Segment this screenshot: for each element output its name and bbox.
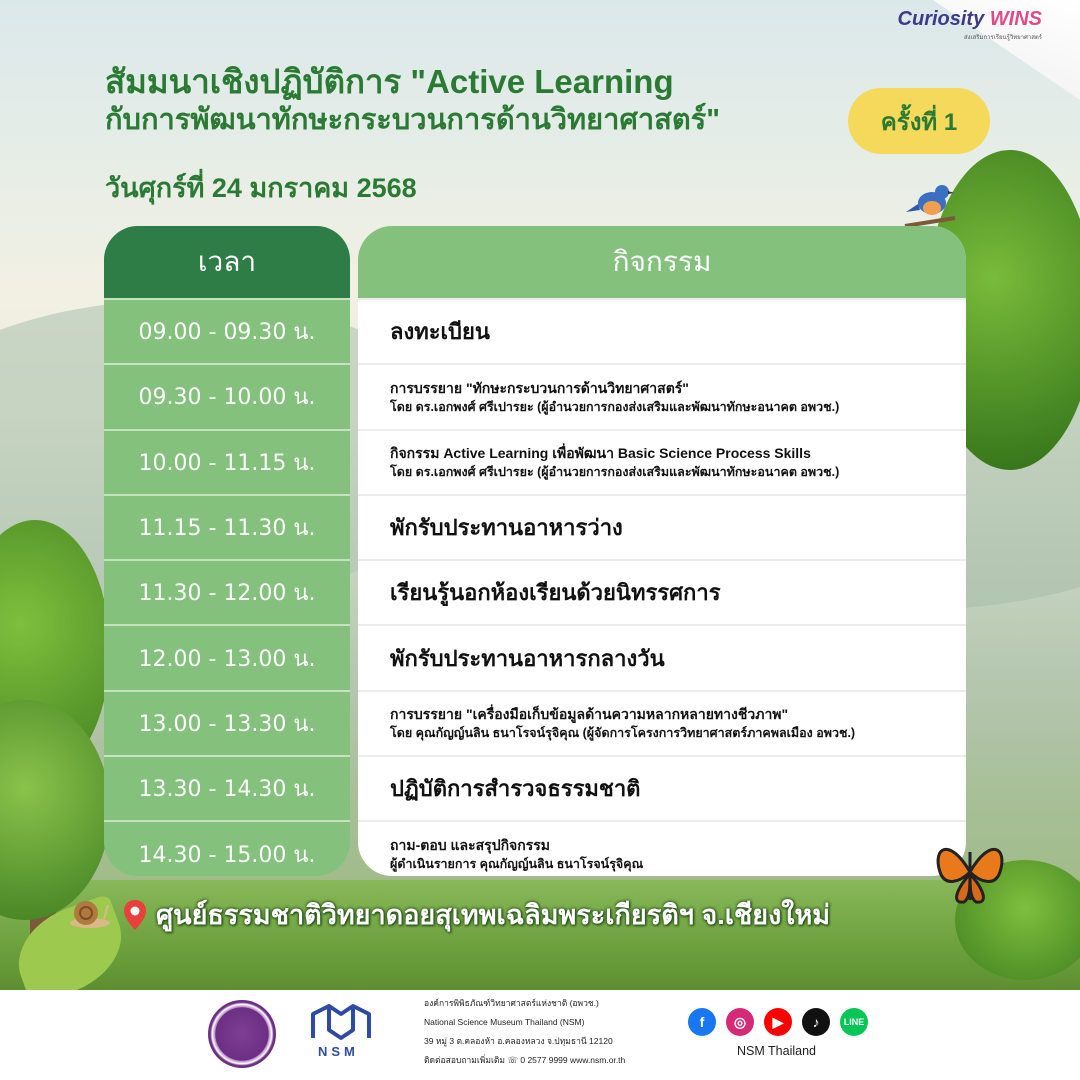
snail-icon — [62, 893, 112, 929]
facebook-icon[interactable]: f — [688, 1008, 716, 1036]
activity-title: พักรับประทานอาหารว่าง — [390, 515, 623, 541]
nsm-logo — [305, 1000, 377, 1070]
brand-name-suffix: WINS — [989, 8, 1042, 30]
activity-cell — [358, 298, 966, 363]
social-icons — [688, 1008, 868, 1036]
activity-description: การบรรยาย "ทักษะกระบวนการด้านวิทยาศาสตร์" — [390, 379, 689, 396]
activity-title: ลงทะเบียน — [390, 319, 490, 345]
brand-name-prefix: Curiosity — [897, 8, 990, 30]
time-header: เวลา — [104, 226, 350, 298]
activity-description: ถาม-ตอบ และสรุปกิจกรรม — [390, 837, 551, 854]
time-cell: 13.00 - 13.30 น. — [104, 690, 350, 755]
activity-speaker: ผู้ดำเนินรายการ คุณกัญญ์นลิน ธนาโรจน์รุจิคุณ — [390, 857, 644, 872]
activity-cell — [358, 690, 966, 755]
activity-speaker: โดย ดร.เอกพงศ์ ศรีเปารยะ (ผู้อำนวยการกองส่งเสริมและพัฒนาทักษะอนาคต อพวช.) — [390, 399, 840, 414]
location-text: ศูนย์ธรรมชาติวิทยาดอยสุเทพเฉลิมพระเกียรติฯ จ.เชียงใหม่ — [156, 900, 831, 930]
page-title — [105, 62, 865, 138]
time-cell: 11.30 - 12.00 น. — [104, 559, 350, 624]
organization-info — [424, 994, 625, 1070]
time-cell: 14.30 - 15.00 น. — [104, 820, 350, 876]
nsm-logo-text: NSM — [318, 1044, 359, 1059]
activity-title: เรียนรู้นอกห้องเรียนด้วยนิทรรศการ — [390, 580, 721, 606]
activity-speaker: โดย คุณกัญญ์นลิน ธนาโรจน์รุจิคุณ (ผู้จัดการโครงการวิทยาศาสตร์ภาคพลเมือง อพวช.) — [390, 726, 856, 741]
activity-cell — [358, 820, 966, 876]
session-badge: ครั้งที่ 1 — [848, 88, 990, 154]
map-pin-icon — [122, 898, 148, 932]
activity-description: กิจกรรม Active Learning เพื่อพัฒนา Basic Science Process Skills — [390, 445, 811, 462]
activity-title: พักรับประทานอาหารกลางวัน — [390, 645, 665, 671]
time-cell: 09.30 - 10.00 น. — [104, 363, 350, 428]
bird-icon — [900, 178, 960, 233]
org-name-th: องค์การพิพิธภัณฑ์วิทยาศาสตร์แห่งชาติ (อพวช.) — [424, 998, 599, 1008]
activity-speaker: โดย ดร.เอกพงศ์ ศรีเปารยะ (ผู้อำนวยการกองส่งเสริมและพัฒนาทักษะอนาคต อพวช.) — [390, 465, 840, 480]
activity-cell — [358, 559, 966, 624]
activity-cell — [358, 624, 966, 689]
activity-description: การบรรยาย "เครื่องมือเก็บข้อมูลด้านความหลากหลายทางชีวภาพ" — [390, 706, 789, 723]
activity-cell — [358, 429, 966, 494]
title-line-2: กับการพัฒนาทักษะกระบวนการด้านวิทยาศาสตร์" — [105, 104, 720, 136]
line-icon[interactable]: LINE — [840, 1008, 868, 1036]
butterfly-icon — [930, 832, 1010, 912]
org-name-en: National Science Museum Thailand (NSM) — [424, 1017, 585, 1027]
youtube-icon[interactable]: ▶ — [764, 1008, 792, 1036]
activity-column — [358, 226, 966, 876]
social-label: NSM Thailand — [737, 1044, 816, 1058]
title-line-1: สัมมนาเชิงปฏิบัติการ "Active Learning — [105, 63, 674, 100]
org-contact: ติดต่อสอบถามเพิ่มเติม ☏ 0 2577 9999 www.nsm.or.th — [424, 1055, 626, 1065]
time-cell: 11.15 - 11.30 น. — [104, 494, 350, 559]
nsm-seal-logo — [208, 1000, 276, 1068]
location — [122, 893, 830, 936]
curiosity-wins-logo — [892, 8, 1042, 42]
brand-subtitle: ส่งเสริมการเรียนรู้วิทยาศาสตร์ — [964, 34, 1042, 41]
time-column — [104, 226, 350, 876]
event-date: วันศุกร์ที่ 24 มกราคม 2568 — [105, 173, 417, 203]
activity-title: ปฏิบัติการสำรวจธรรมชาติ — [390, 776, 641, 802]
org-address: 39 หมู่ 3 ต.คลองห้า อ.คลองหลวง จ.ปทุมธานี 12120 — [424, 1036, 613, 1046]
activity-cell — [358, 755, 966, 820]
time-cell: 13.30 - 14.30 น. — [104, 755, 350, 820]
activity-cell — [358, 494, 966, 559]
time-cell: 12.00 - 13.00 น. — [104, 624, 350, 689]
time-cell: 10.00 - 11.15 น. — [104, 429, 350, 494]
activity-cell — [358, 363, 966, 428]
tiktok-icon[interactable]: ♪ — [802, 1008, 830, 1036]
activity-header: กิจกรรม — [358, 226, 966, 298]
time-cell: 09.00 - 09.30 น. — [104, 298, 350, 363]
instagram-icon[interactable]: ◎ — [726, 1008, 754, 1036]
